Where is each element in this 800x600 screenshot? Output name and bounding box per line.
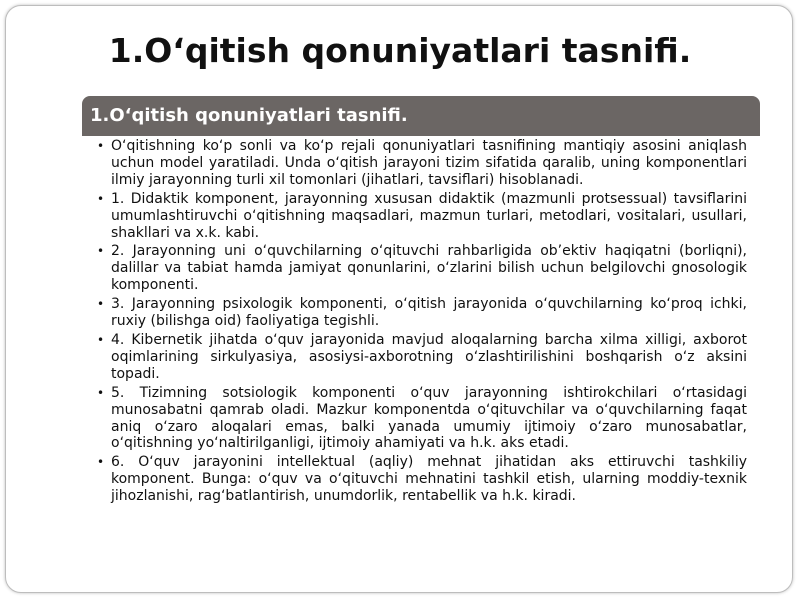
list-item <box>97 191 747 242</box>
list-item-text: 6. O‘quv jarayonini intellektual (aqliy) mehnat jihatidan aks ettiruvchi tashkiliy komponent. Bunga: o‘quv va o‘qituvchi mehnatini tashkil etish, ularning moddiy-texnik jihozlanishi, rag‘batlantirish, unumdorlik, rentabellik va h.k. kiradi. <box>111 454 747 505</box>
list-item <box>97 332 747 383</box>
list-item <box>97 138 747 189</box>
slide-title: 1.O‘qitish qonuniyatlari tasnifi. <box>108 31 692 70</box>
list-item <box>97 454 747 505</box>
bullet-list <box>97 138 747 507</box>
bullet-icon: • <box>97 332 105 347</box>
bullet-icon: • <box>97 385 105 400</box>
section-banner: 1.O‘qitish qonuniyatlari tasnifi. <box>82 96 760 136</box>
bullet-icon: • <box>97 455 105 470</box>
bullet-icon: • <box>97 297 105 312</box>
list-item <box>97 385 747 453</box>
list-item-text: 2. Jarayonning uni o‘quvchilarning o‘qituvchi rahbarligida ob’ektiv haqiqatni (borliqni), dalillar va tabiat hamda jamiyat qonunlarini, o‘zlarini bilish uchun belgilovchi gnosologik komponenti. <box>111 243 747 294</box>
list-item <box>97 243 747 294</box>
bullet-icon: • <box>97 139 105 153</box>
list-item-text: 5. Tizimning sotsiologik komponenti o‘quv jarayonning ishtirokchilari o‘rtasidagi munosabatni qamrab oladi. Mazkur komponentda o‘qituvchilar va o‘quvchilarning faqat aniq o‘zaro aloqalari emas, balki yanada umumiy ijtimoiy o‘zaro munosabatlar, o‘qitishning yo‘naltirilganligi, ijtimoiy ahamiyati va h.k. aks etadi. <box>111 384 747 452</box>
bullet-icon: • <box>97 191 105 206</box>
list-item-text: 3. Jarayonning psixologik komponenti, o‘qitish jarayonida o‘quvchilarning ko‘proq ichki, ruxiy (bilishga oid) faoliyatiga tegishli. <box>111 296 747 330</box>
list-item-text: 1. Didaktik komponent, jarayonning xususan didaktik (mazmunli protsessual) tavsiflarini umumlashtiruvchi o‘qitishning maqsadlari, mazmun turlari, metodlari, vositalari, usullari, shakllari va x.k. kabi. <box>111 190 747 241</box>
list-item <box>97 296 747 330</box>
bullet-icon: • <box>97 244 105 259</box>
list-item-text: 4. Kibernetik jihatda o‘quv jarayonida mavjud aloqalarning barcha xilma xilligi, axborot oqimlarining sirkulyasiya, asosiysi-axborotning o‘zlashtirilishini boshqarish o‘z aksini topadi. <box>111 331 747 382</box>
list-item-text: O‘qitishning ko‘p sonli va ko‘p rejali qonuniyatlari tasnifining mantiqiy asosini aniqlash uchun model yaratiladi. Unda o‘qitish jarayoni tizim sifatida qaralib, uning komponentlari ilmiy jarayonning turli xil tomonlari (jihatlari, tavsiflari) hisoblanadi. <box>111 138 747 188</box>
